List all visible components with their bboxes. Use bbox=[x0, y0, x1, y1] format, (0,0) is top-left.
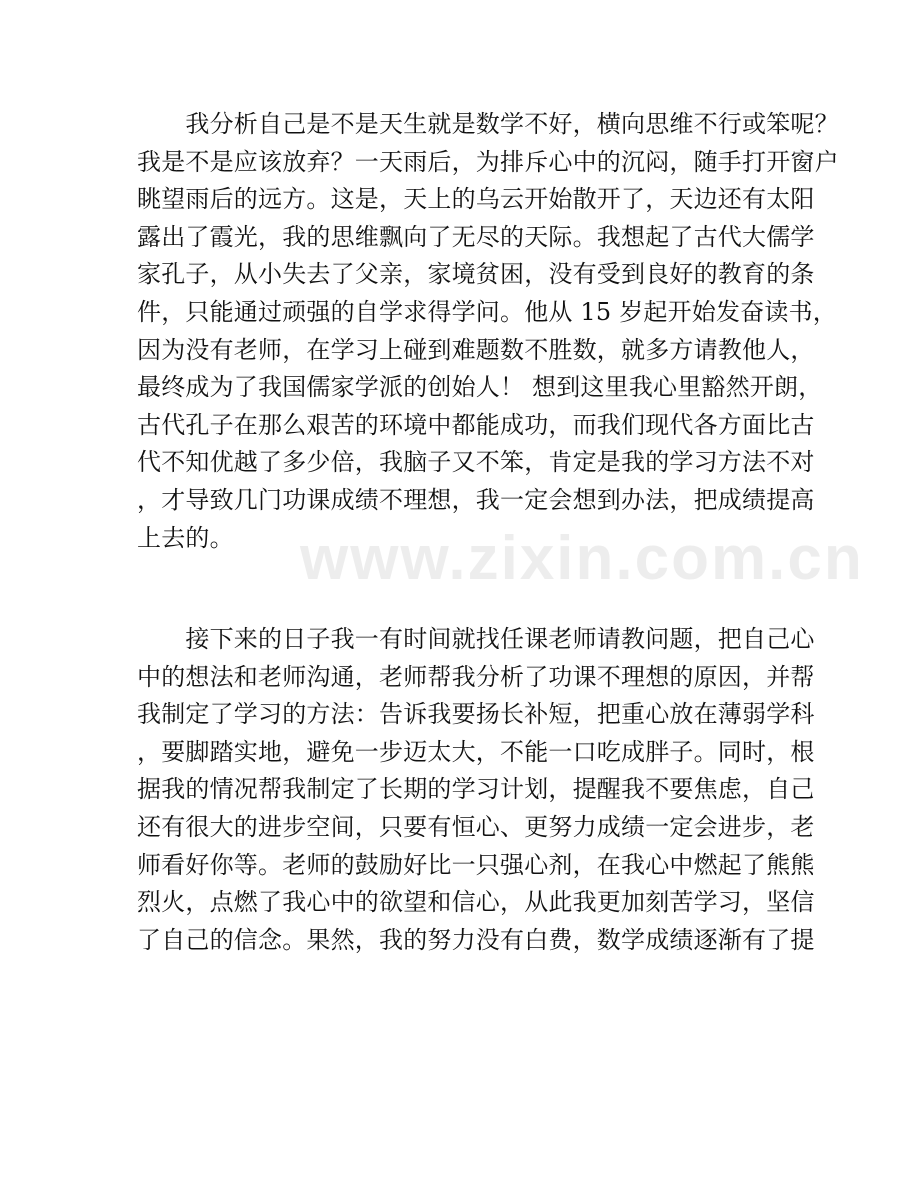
paragraph-2 bbox=[137, 621, 815, 959]
text-line: 家孔子，从小失去了父亲，家境贫困，没有受到良好的教育的条 bbox=[137, 260, 815, 289]
text-line: 代不知优越了多少倍，我脑子又不笨，肯定是我的学习方法不对 bbox=[137, 448, 815, 477]
text-line: 露出了霞光，我的思维飘向了无尽的天际。我想起了古代大儒学 bbox=[137, 222, 815, 251]
text-line: ，要脚踏实地，避免一步迈太大，不能一口吃成胖子。同时，根 bbox=[137, 737, 815, 766]
text-line: 了自己的信念。果然，我的努力没有白费，数学成绩逐渐有了提 bbox=[137, 925, 815, 954]
text-line: 我是不是应该放弃？一天雨后，为排斥心中的沉闷，随手打开窗户 bbox=[137, 147, 839, 176]
text-line: 还有很大的进步空间，只要有恒心、更努力成绩一定会进步，老 bbox=[137, 812, 815, 841]
text-line: 最终成为了我国儒家学派的创始人！ 想到这里我心里豁然开朗， bbox=[137, 373, 823, 402]
paragraph-1 bbox=[137, 106, 839, 557]
text-line: 烈火，点燃了我心中的欲望和信心，从此我更加刻苦学习，坚信 bbox=[137, 888, 815, 917]
text-line: 接下来的日子我一有时间就找任课老师请教问题，把自己心 bbox=[137, 625, 815, 653]
text-line: 我制定了学习的方法：告诉我要扬长补短，把重心放在薄弱学科 bbox=[137, 700, 815, 729]
text-line: ，才导致几门功课成绩不理想，我一定会想到办法，把成绩提高 bbox=[137, 485, 815, 514]
text-line: 师看好你等。老师的鼓励好比一只强心剂，在我心中燃起了熊熊 bbox=[137, 850, 815, 879]
text-line: 眺望雨后的远方。这是，天上的乌云开始散开了，天边还有太阳 bbox=[137, 185, 815, 214]
text-line: 据我的情况帮我制定了长期的学习计划，提醒我不要焦虑，自己 bbox=[137, 775, 815, 804]
text-line: 上去的。 bbox=[137, 523, 234, 552]
text-line: 因为没有老师，在学习上碰到难题数不胜数，就多方请教他人， bbox=[137, 335, 815, 364]
text-line: 件，只能通过顽强的自学求得学问。他从 15 岁起开始发奋读书， bbox=[137, 297, 837, 326]
watermark-text: www.zixin.com.cn bbox=[300, 524, 864, 593]
text-line: 中的想法和老师沟通，老师帮我分析了功课不理想的原因，并帮 bbox=[137, 662, 815, 691]
text-line: 古代孔子在那么艰苦的环境中都能成功，而我们现代各方面比古 bbox=[137, 410, 815, 439]
text-line: 我分析自己是不是天生就是数学不好，横向思维不行或笨呢？ bbox=[137, 110, 839, 138]
